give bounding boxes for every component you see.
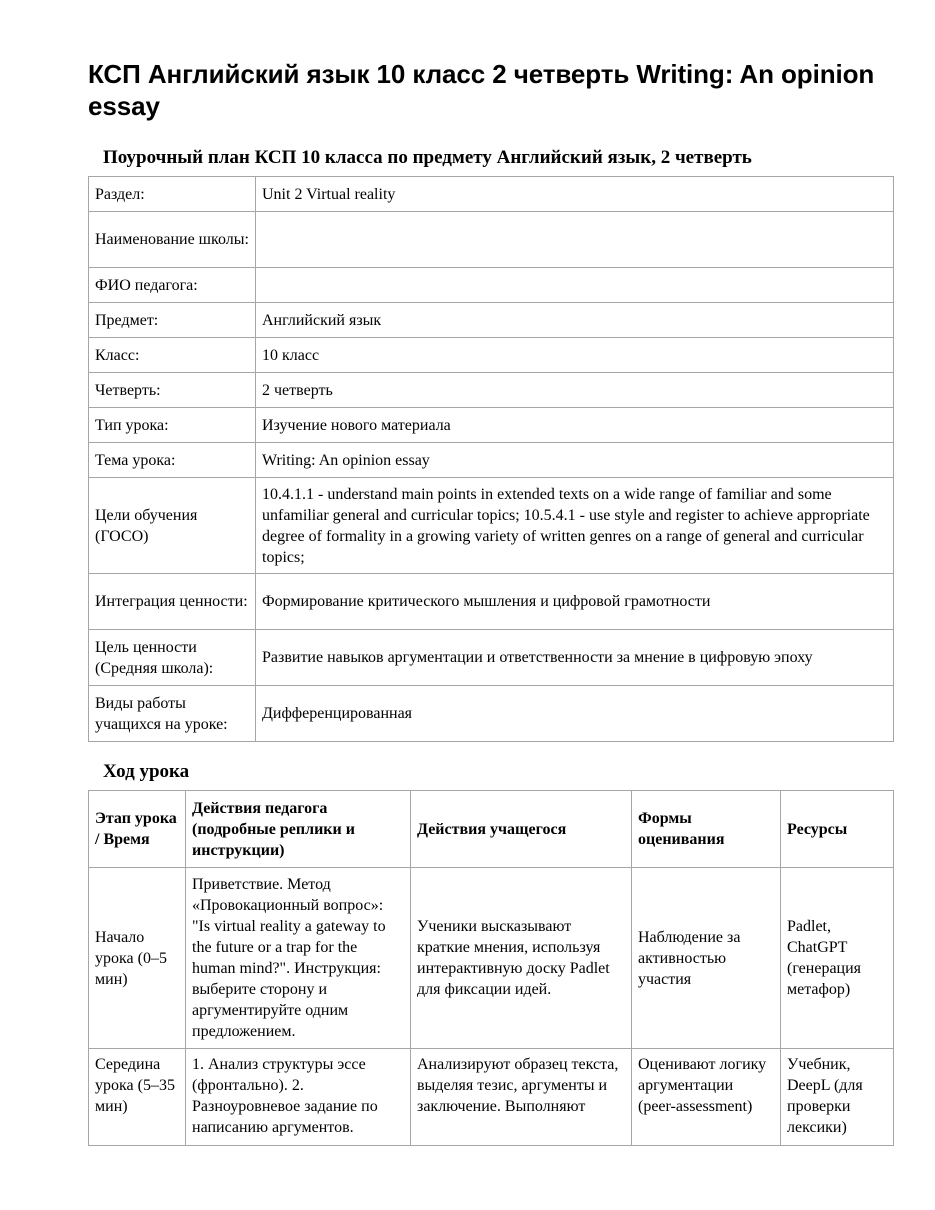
info-row-value-goal bbox=[89, 630, 894, 686]
info-row-work-types bbox=[89, 686, 894, 742]
column-header-resources: Ресурсы bbox=[781, 791, 894, 868]
info-value bbox=[256, 268, 894, 303]
info-row-lesson-type bbox=[89, 408, 894, 443]
info-label: Тип урока: bbox=[89, 408, 256, 443]
info-label: Виды работы учащихся на уроке: bbox=[89, 686, 256, 742]
info-label: Класс: bbox=[89, 338, 256, 373]
info-label: Цели обучения (ГОСО) bbox=[89, 478, 256, 574]
info-label: Четверть: bbox=[89, 373, 256, 408]
info-row-teacher bbox=[89, 268, 894, 303]
info-label: Наименование школы: bbox=[89, 212, 256, 268]
info-value: Изучение нового материала bbox=[256, 408, 894, 443]
info-value: Unit 2 Virtual reality bbox=[256, 177, 894, 212]
student-actions-cell: Анализируют образец текста, выделяя тезис, аргументы и заключение. Выполняют bbox=[411, 1049, 632, 1146]
stage-cell: Начало урока (0–5 мин) bbox=[89, 868, 186, 1049]
plan-heading: Поурочный план КСП 10 класса по предмету Английский язык, 2 четверть bbox=[103, 147, 752, 168]
assessment-cell: Наблюдение за активностью участия bbox=[632, 868, 781, 1049]
info-label: ФИО педагога: bbox=[89, 268, 256, 303]
info-value: 10.4.1.1 - understand main points in extended texts on a wide range of familiar and some unfamiliar general and curricular topics; 10.5.4.1 - use style and register to achieve appropriate degree of formality in a growing variety of written genres on a range of general and curricular topics; bbox=[256, 478, 894, 574]
resources-cell: Учебник, DeepL (для проверки лексики) bbox=[781, 1049, 894, 1146]
column-header-assessment: Формы оценивания bbox=[632, 791, 781, 868]
info-value bbox=[256, 212, 894, 268]
info-row-topic bbox=[89, 443, 894, 478]
info-value: 2 четверть bbox=[256, 373, 894, 408]
info-value: 10 класс bbox=[256, 338, 894, 373]
resources-cell: Padlet, ChatGPT (генерация метафор) bbox=[781, 868, 894, 1049]
info-value: Writing: An opinion essay bbox=[256, 443, 894, 478]
info-row-grade bbox=[89, 338, 894, 373]
document-page bbox=[88, 58, 893, 1146]
assessment-cell: Оценивают логику аргументации (peer-assessment) bbox=[632, 1049, 781, 1146]
column-header-teacher: Действия педагога (подробные реплики и инструкции) bbox=[186, 791, 411, 868]
column-header-stage: Этап урока / Время bbox=[89, 791, 186, 868]
stage-cell: Середина урока (5–35 мин) bbox=[89, 1049, 186, 1146]
info-row-subject bbox=[89, 303, 894, 338]
student-actions-cell: Ученики высказывают краткие мнения, используя интерактивную доску Padlet для фиксации идей. bbox=[411, 868, 632, 1049]
teacher-actions-cell: 1. Анализ структуры эссе (фронтально). 2. Разноуровневое задание по написанию аргументов. bbox=[186, 1049, 411, 1146]
info-row-value-integration bbox=[89, 574, 894, 630]
info-label: Предмет: bbox=[89, 303, 256, 338]
info-value: Дифференцированная bbox=[256, 686, 894, 742]
document-title: КСП Английский язык 10 класс 2 четверть Writing: An opinion essay bbox=[88, 59, 875, 121]
lesson-flow-table bbox=[88, 790, 894, 1146]
info-row-learning-goals bbox=[89, 478, 894, 574]
info-row-section bbox=[89, 177, 894, 212]
lesson-flow-header-row bbox=[89, 791, 894, 868]
info-label: Раздел: bbox=[89, 177, 256, 212]
lesson-flow-heading: Ход урока bbox=[103, 761, 190, 782]
info-value: Развитие навыков аргументации и ответственности за мнение в цифровую эпоху bbox=[256, 630, 894, 686]
info-value: Английский язык bbox=[256, 303, 894, 338]
info-label: Цель ценности (Средняя школа): bbox=[89, 630, 256, 686]
lesson-info-table bbox=[88, 176, 894, 742]
info-row-school bbox=[89, 212, 894, 268]
info-label: Интеграция ценности: bbox=[89, 574, 256, 630]
column-header-student: Действия учащегося bbox=[411, 791, 632, 868]
info-row-quarter bbox=[89, 373, 894, 408]
lesson-flow-row bbox=[89, 868, 894, 1049]
info-label: Тема урока: bbox=[89, 443, 256, 478]
lesson-flow-row bbox=[89, 1049, 894, 1146]
teacher-actions-cell: Приветствие. Метод «Провокационный вопрос»: "Is virtual reality a gateway to the future or a trap for the human mind?". Инструкция: выберите сторону и аргументируйте одним предложением. bbox=[186, 868, 411, 1049]
info-value: Формирование критического мышления и цифровой грамотности bbox=[256, 574, 894, 630]
